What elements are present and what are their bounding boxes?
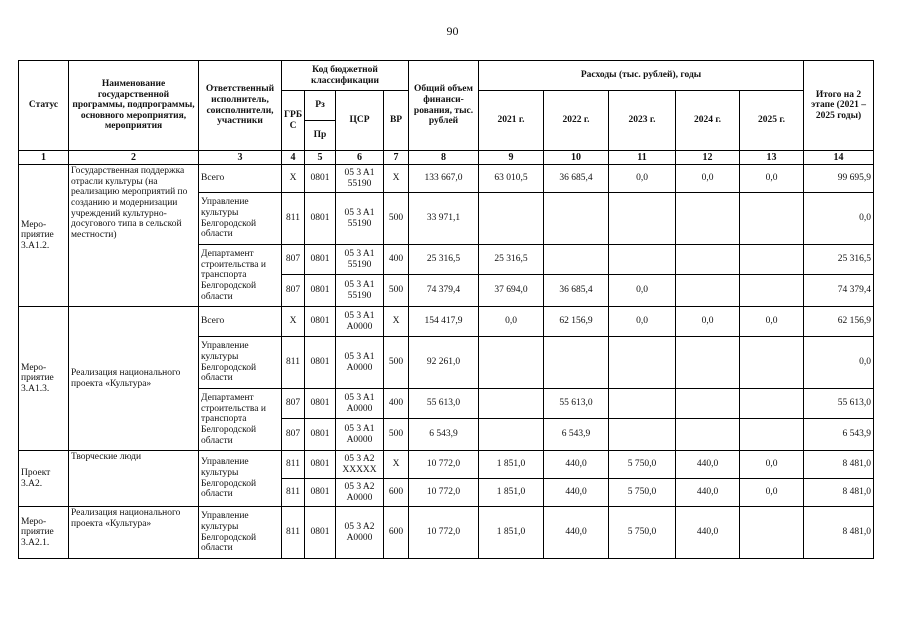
vr-cell: 600 bbox=[384, 479, 409, 507]
status-cell: Проект 3.А2. bbox=[19, 451, 69, 507]
year-2025-cell bbox=[740, 245, 804, 275]
year-2024-cell: 440,0 bbox=[676, 507, 740, 559]
year-2022-cell: 440,0 bbox=[544, 507, 609, 559]
vr-cell: 500 bbox=[384, 419, 409, 451]
year-2023-cell bbox=[609, 337, 676, 389]
year-2022-cell: 440,0 bbox=[544, 451, 609, 479]
year-2023-cell: 0,0 bbox=[609, 275, 676, 307]
header-rz: Рз bbox=[305, 91, 336, 121]
column-number: 13 bbox=[740, 151, 804, 165]
header-grbs: ГРБ С bbox=[282, 91, 305, 151]
column-number: 9 bbox=[479, 151, 544, 165]
csr-cell: 05 3 A1 55190 bbox=[336, 165, 384, 193]
responsible-cell: Управление культуры Белгородской области bbox=[199, 337, 282, 389]
year-2025-cell bbox=[740, 275, 804, 307]
year-2024-cell bbox=[676, 419, 740, 451]
grbs-cell: 807 bbox=[282, 419, 305, 451]
rzpr-cell: 0801 bbox=[305, 245, 336, 275]
itogo-cell: 99 695,9 bbox=[804, 165, 874, 193]
grbs-cell: X bbox=[282, 307, 305, 337]
year-2025-cell bbox=[740, 389, 804, 419]
csr-cell: 05 3 A1 A0000 bbox=[336, 307, 384, 337]
rzpr-cell: 0801 bbox=[305, 419, 336, 451]
grbs-cell: 811 bbox=[282, 451, 305, 479]
total-cell: 6 543,9 bbox=[409, 419, 479, 451]
column-number: 8 bbox=[409, 151, 479, 165]
name-cell: Творческие люди bbox=[69, 451, 199, 507]
year-2021-cell: 1 851,0 bbox=[479, 451, 544, 479]
total-cell: 25 316,5 bbox=[409, 245, 479, 275]
column-number: 5 bbox=[305, 151, 336, 165]
year-2023-cell: 0,0 bbox=[609, 165, 676, 193]
column-number: 3 bbox=[199, 151, 282, 165]
page-number: 90 bbox=[446, 24, 459, 38]
rzpr-cell: 0801 bbox=[305, 479, 336, 507]
header-2021: 2021 г. bbox=[479, 91, 544, 151]
rzpr-cell: 0801 bbox=[305, 165, 336, 193]
itogo-cell: 55 613,0 bbox=[804, 389, 874, 419]
vr-cell: X bbox=[384, 307, 409, 337]
year-2022-cell: 36 685,4 bbox=[544, 165, 609, 193]
year-2023-cell bbox=[609, 389, 676, 419]
itogo-cell: 8 481,0 bbox=[804, 451, 874, 479]
itogo-cell: 0,0 bbox=[804, 193, 874, 245]
itogo-cell: 8 481,0 bbox=[804, 479, 874, 507]
header-2024: 2024 г. bbox=[676, 91, 740, 151]
column-number: 4 bbox=[282, 151, 305, 165]
header-name: Наименование государственной программы, подпрограммы, основного мероприятия, мероприятия bbox=[69, 61, 199, 151]
csr-cell: 05 3 A1 A0000 bbox=[336, 337, 384, 389]
year-2021-cell bbox=[479, 193, 544, 245]
responsible-cell: Департамент строительства и транспорта Белгородской области bbox=[199, 245, 282, 307]
total-cell: 74 379,4 bbox=[409, 275, 479, 307]
rzpr-cell: 0801 bbox=[305, 307, 336, 337]
year-2022-cell: 62 156,9 bbox=[544, 307, 609, 337]
responsible-cell: Управление культуры Белгородской области bbox=[199, 507, 282, 559]
year-2022-cell: 36 685,4 bbox=[544, 275, 609, 307]
rzpr-cell: 0801 bbox=[305, 451, 336, 479]
rzpr-cell: 0801 bbox=[305, 337, 336, 389]
status-cell: Меро-приятие 3.А2.1. bbox=[19, 507, 69, 559]
responsible-cell: Управление культуры Белгородской области bbox=[199, 451, 282, 507]
csr-cell: 05 3 A1 55190 bbox=[336, 193, 384, 245]
responsible-cell: Всего bbox=[199, 307, 282, 337]
header-vr: ВР bbox=[384, 91, 409, 151]
header-responsible: Ответственный исполнитель, соисполнители, участники bbox=[199, 61, 282, 151]
header-budget-code: Код бюджетной классификации bbox=[282, 61, 409, 91]
column-number: 1 bbox=[19, 151, 69, 165]
vr-cell: X bbox=[384, 165, 409, 193]
year-2024-cell bbox=[676, 193, 740, 245]
year-2023-cell bbox=[609, 419, 676, 451]
grbs-cell: 811 bbox=[282, 479, 305, 507]
year-2025-cell: 0,0 bbox=[740, 165, 804, 193]
total-cell: 10 772,0 bbox=[409, 451, 479, 479]
grbs-cell: 807 bbox=[282, 275, 305, 307]
budget-table bbox=[18, 60, 874, 559]
header-2023: 2023 г. bbox=[609, 91, 676, 151]
itogo-cell: 0,0 bbox=[804, 337, 874, 389]
year-2024-cell bbox=[676, 389, 740, 419]
itogo-cell: 8 481,0 bbox=[804, 507, 874, 559]
year-2023-cell: 5 750,0 bbox=[609, 479, 676, 507]
vr-cell: 500 bbox=[384, 275, 409, 307]
year-2025-cell: 0,0 bbox=[740, 451, 804, 479]
year-2021-cell: 1 851,0 bbox=[479, 479, 544, 507]
year-2025-cell bbox=[740, 419, 804, 451]
year-2021-cell: 0,0 bbox=[479, 307, 544, 337]
vr-cell: 400 bbox=[384, 245, 409, 275]
year-2022-cell: 6 543,9 bbox=[544, 419, 609, 451]
rzpr-cell: 0801 bbox=[305, 389, 336, 419]
status-cell: Меро-приятие 3.А1.3. bbox=[19, 307, 69, 451]
csr-cell: 05 3 A1 55190 bbox=[336, 245, 384, 275]
table-row bbox=[19, 165, 874, 193]
total-cell: 10 772,0 bbox=[409, 479, 479, 507]
column-number: 6 bbox=[336, 151, 384, 165]
total-cell: 154 417,9 bbox=[409, 307, 479, 337]
grbs-cell: 807 bbox=[282, 389, 305, 419]
vr-cell: X bbox=[384, 451, 409, 479]
csr-cell: 05 3 A2 A0000 bbox=[336, 479, 384, 507]
csr-cell: 05 3 A1 55190 bbox=[336, 275, 384, 307]
status-cell: Меро-приятие 3.А1.2. bbox=[19, 165, 69, 307]
total-cell: 10 772,0 bbox=[409, 507, 479, 559]
responsible-cell: Всего bbox=[199, 165, 282, 193]
year-2023-cell bbox=[609, 245, 676, 275]
responsible-cell: Департамент строительства и транспорта Белгородской области bbox=[199, 389, 282, 451]
grbs-cell: 811 bbox=[282, 507, 305, 559]
csr-cell: 05 3 A2 XXXXX bbox=[336, 451, 384, 479]
year-2024-cell: 0,0 bbox=[676, 165, 740, 193]
itogo-cell: 25 316,5 bbox=[804, 245, 874, 275]
header-itogo: Итого на 2 этапе (2021 – 2025 годы) bbox=[804, 61, 874, 151]
itogo-cell: 6 543,9 bbox=[804, 419, 874, 451]
year-2021-cell: 1 851,0 bbox=[479, 507, 544, 559]
vr-cell: 500 bbox=[384, 193, 409, 245]
total-cell: 33 971,1 bbox=[409, 193, 479, 245]
year-2021-cell bbox=[479, 419, 544, 451]
header-2022: 2022 г. bbox=[544, 91, 609, 151]
year-2022-cell: 55 613,0 bbox=[544, 389, 609, 419]
column-number: 7 bbox=[384, 151, 409, 165]
itogo-cell: 62 156,9 bbox=[804, 307, 874, 337]
year-2022-cell: 440,0 bbox=[544, 479, 609, 507]
year-2023-cell: 0,0 bbox=[609, 307, 676, 337]
total-cell: 133 667,0 bbox=[409, 165, 479, 193]
year-2023-cell: 5 750,0 bbox=[609, 451, 676, 479]
column-number: 12 bbox=[676, 151, 740, 165]
column-number: 10 bbox=[544, 151, 609, 165]
grbs-cell: 807 bbox=[282, 245, 305, 275]
year-2024-cell bbox=[676, 275, 740, 307]
year-2024-cell bbox=[676, 337, 740, 389]
header-pr: Пр bbox=[305, 121, 336, 151]
total-cell: 92 261,0 bbox=[409, 337, 479, 389]
year-2024-cell: 440,0 bbox=[676, 451, 740, 479]
year-2022-cell bbox=[544, 245, 609, 275]
year-2021-cell: 25 316,5 bbox=[479, 245, 544, 275]
table-row bbox=[19, 451, 874, 479]
header-total-volume: Общий объем финанси-рования, тыс. рублей bbox=[409, 61, 479, 151]
rzpr-cell: 0801 bbox=[305, 193, 336, 245]
year-2023-cell bbox=[609, 193, 676, 245]
csr-cell: 05 3 A1 A0000 bbox=[336, 419, 384, 451]
csr-cell: 05 3 A2 A0000 bbox=[336, 507, 384, 559]
header-csr: ЦСР bbox=[336, 91, 384, 151]
column-number: 2 bbox=[69, 151, 199, 165]
year-2021-cell bbox=[479, 389, 544, 419]
year-2024-cell bbox=[676, 245, 740, 275]
year-2025-cell bbox=[740, 193, 804, 245]
year-2022-cell bbox=[544, 337, 609, 389]
name-cell: Государственная поддержка отрасли культуры (на реализацию мероприятий по созданию и модернизации учреждений культурно-досугового типа в сельской местности) bbox=[69, 165, 199, 307]
year-2021-cell bbox=[479, 337, 544, 389]
name-cell: Реализация национального проекта «Культура» bbox=[69, 307, 199, 451]
year-2024-cell: 0,0 bbox=[676, 307, 740, 337]
year-2021-cell: 63 010,5 bbox=[479, 165, 544, 193]
grbs-cell: X bbox=[282, 165, 305, 193]
column-number: 11 bbox=[609, 151, 676, 165]
total-cell: 55 613,0 bbox=[409, 389, 479, 419]
responsible-cell: Управление культуры Белгородской области bbox=[199, 193, 282, 245]
table-row bbox=[19, 507, 874, 559]
year-2021-cell: 37 694,0 bbox=[479, 275, 544, 307]
csr-cell: 05 3 A1 A0000 bbox=[336, 389, 384, 419]
year-2025-cell: 0,0 bbox=[740, 479, 804, 507]
year-2024-cell: 440,0 bbox=[676, 479, 740, 507]
year-2025-cell: 0,0 bbox=[740, 307, 804, 337]
vr-cell: 600 bbox=[384, 507, 409, 559]
column-number: 14 bbox=[804, 151, 874, 165]
year-2022-cell bbox=[544, 193, 609, 245]
itogo-cell: 74 379,4 bbox=[804, 275, 874, 307]
header-expenses: Расходы (тыс. рублей), годы bbox=[479, 61, 804, 91]
header-status: Статус bbox=[19, 61, 69, 151]
vr-cell: 400 bbox=[384, 389, 409, 419]
name-cell: Реализация национального проекта «Культура» bbox=[69, 507, 199, 559]
rzpr-cell: 0801 bbox=[305, 507, 336, 559]
rzpr-cell: 0801 bbox=[305, 275, 336, 307]
year-2023-cell: 5 750,0 bbox=[609, 507, 676, 559]
table-row bbox=[19, 307, 874, 337]
year-2025-cell bbox=[740, 507, 804, 559]
grbs-cell: 811 bbox=[282, 193, 305, 245]
header-2025: 2025 г. bbox=[740, 91, 804, 151]
column-number-row bbox=[19, 151, 874, 165]
vr-cell: 500 bbox=[384, 337, 409, 389]
grbs-cell: 811 bbox=[282, 337, 305, 389]
year-2025-cell bbox=[740, 337, 804, 389]
